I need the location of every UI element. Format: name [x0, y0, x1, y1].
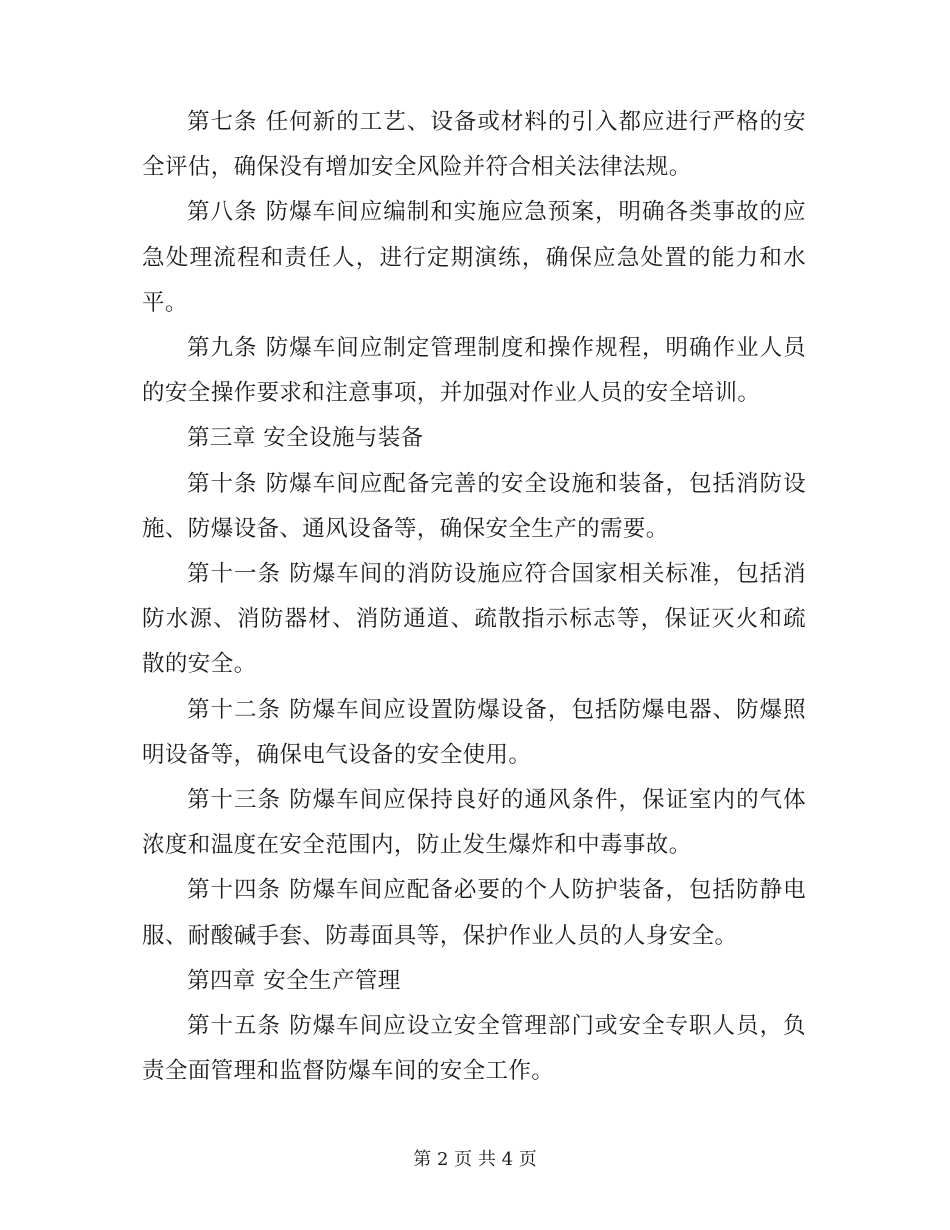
article-13-paragraph: 第十三条 防爆车间应保持良好的通风条件，保证室内的气体浓度和温度在安全范围内，防止发生爆炸和中毒事故。	[142, 787, 806, 859]
article-10-paragraph: 第十条 防爆车间应配备完善的安全设施和装备，包括消防设施、防爆设备、通风设备等，确保安全生产的需要。	[142, 470, 806, 542]
chapter-4-heading: 第四章 安全生产管理	[187, 967, 401, 994]
document-body	[142, 100, 806, 1094]
article-12-paragraph: 第十二条 防爆车间应设置防爆设备，包括防爆电器、防爆照明设备等，确保电气设备的安全使用。	[142, 696, 806, 768]
chapter-3-heading: 第三章 安全设施与装备	[187, 425, 424, 452]
article-14-paragraph: 第十四条 防爆车间应配备必要的个人防护装备，包括防静电服、耐酸碱手套、防毒面具等，保护作业人员的人身安全。	[142, 877, 806, 949]
article-15-paragraph: 第十五条 防爆车间应设立安全管理部门或安全专职人员，负责全面管理和监督防爆车间的安全工作。	[142, 1013, 806, 1085]
article-8-paragraph: 第八条 防爆车间应编制和实施应急预案，明确各类事故的应急处理流程和责任人，进行定期演练，确保应急处置的能力和水平。	[142, 199, 806, 316]
article-7-paragraph: 第七条 任何新的工艺、设备或材料的引入都应进行严格的安全评估，确保没有增加安全风险并符合相关法律法规。	[142, 109, 806, 181]
article-11-paragraph: 第十一条 防爆车间的消防设施应符合国家相关标准，包括消防水源、消防器材、消防通道、疏散指示标志等，保证灭火和疏散的安全。	[142, 561, 806, 678]
article-9-paragraph: 第九条 防爆车间应制定管理制度和操作规程，明确作业人员的安全操作要求和注意事项，并加强对作业人员的安全培训。	[142, 335, 806, 407]
page-number-footer: 第 2 页 共 4 页	[413, 1149, 537, 1170]
